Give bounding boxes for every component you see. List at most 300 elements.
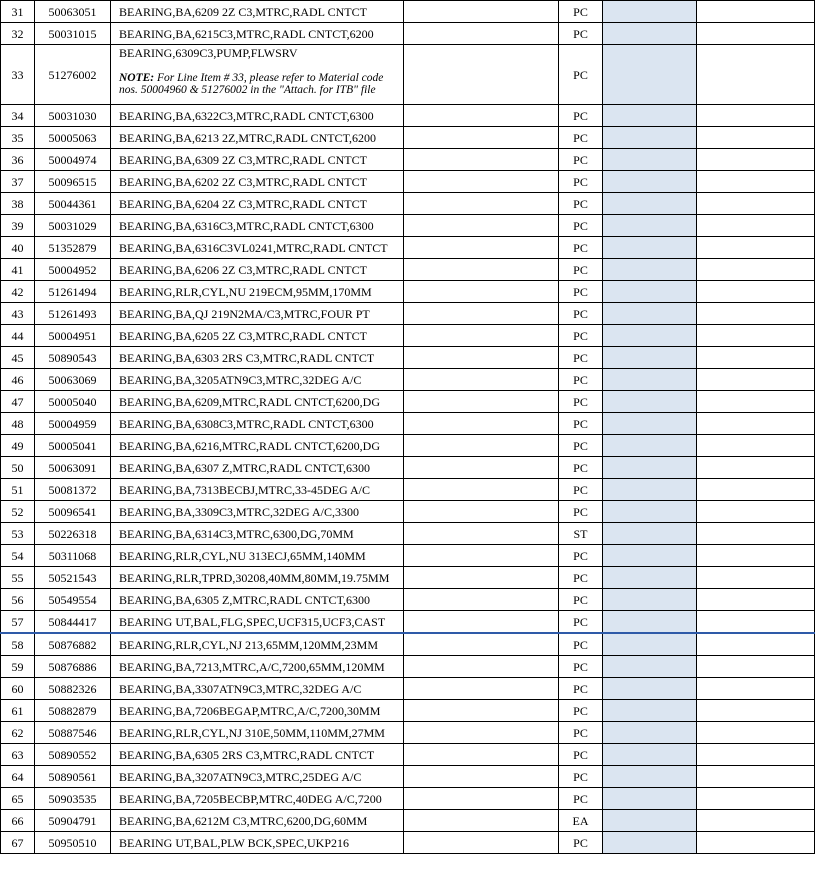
item-number-cell: 45 (1, 347, 35, 369)
item-number-cell: 48 (1, 413, 35, 435)
material-code-cell: 50890543 (35, 347, 111, 369)
unit-of-measure-cell: PC (559, 171, 603, 193)
remarks-cell[interactable] (404, 788, 559, 810)
material-code-cell: 51261494 (35, 281, 111, 303)
total-price-cell[interactable] (697, 545, 815, 567)
material-code-cell: 51352879 (35, 237, 111, 259)
unit-price-input-cell[interactable] (603, 545, 697, 567)
total-price-cell[interactable] (697, 391, 815, 413)
unit-of-measure-cell: ST (559, 523, 603, 545)
description-cell (111, 215, 404, 237)
description-text: BEARING,BA,QJ 219N2MA/C3,MTRC,FOUR PT (119, 306, 370, 321)
description-cell (111, 237, 404, 259)
item-number-cell: 38 (1, 193, 35, 215)
remarks-cell[interactable] (404, 545, 559, 567)
unit-price-input-cell[interactable] (603, 193, 697, 215)
unit-of-measure-cell: PC (559, 678, 603, 700)
description-cell (111, 545, 404, 567)
remarks-cell[interactable] (404, 567, 559, 589)
unit-price-input-cell[interactable] (603, 567, 697, 589)
description-cell (111, 303, 404, 325)
description-cell (111, 193, 404, 215)
item-number-cell: 61 (1, 700, 35, 722)
item-number-cell: 40 (1, 237, 35, 259)
material-code-cell: 50005040 (35, 391, 111, 413)
total-price-cell[interactable] (697, 281, 815, 303)
table-row (1, 479, 815, 501)
description-text: BEARING UT,BAL,FLG,SPEC,UCF315,UCF3,CAST (119, 614, 386, 629)
table-row (1, 633, 815, 656)
remarks-cell[interactable] (404, 457, 559, 479)
description-text: BEARING,BA,6307 Z,MTRC,RADL CNTCT,6300 (119, 460, 371, 475)
item-number-cell: 53 (1, 523, 35, 545)
unit-of-measure-cell: PC (559, 215, 603, 237)
item-number-cell: 56 (1, 589, 35, 611)
remarks-cell[interactable] (404, 193, 559, 215)
description-cell (111, 127, 404, 149)
description-text: BEARING,RLR,TPRD,30208,40MM,80MM,19.75MM (119, 570, 390, 585)
description-cell (111, 523, 404, 545)
description-text: BEARING,BA,6316C3VL0241,MTRC,RADL CNTCT (119, 240, 388, 255)
description-cell (111, 281, 404, 303)
item-number-cell: 58 (1, 633, 35, 656)
remarks-cell[interactable] (404, 611, 559, 634)
description-text: BEARING,BA,6202 2Z C3,MTRC,RADL CNTCT (119, 174, 367, 189)
item-number-cell: 50 (1, 457, 35, 479)
material-code-cell: 50005063 (35, 127, 111, 149)
total-price-cell[interactable] (697, 744, 815, 766)
table-row (1, 281, 815, 303)
description-text: BEARING,BA,3309C3,MTRC,32DEG A/C,3300 (119, 504, 360, 519)
total-price-cell[interactable] (697, 23, 815, 45)
total-price-cell[interactable] (697, 303, 815, 325)
remarks-cell[interactable] (404, 215, 559, 237)
unit-price-input-cell[interactable] (603, 171, 697, 193)
description-cell (111, 149, 404, 171)
total-price-cell[interactable] (697, 45, 815, 105)
material-code-cell: 51261493 (35, 303, 111, 325)
table-row (1, 700, 815, 722)
table-row (1, 788, 815, 810)
unit-of-measure-cell: PC (559, 303, 603, 325)
unit-price-input-cell[interactable] (603, 105, 697, 127)
unit-price-input-cell[interactable] (603, 23, 697, 45)
unit-of-measure-cell: PC (559, 193, 603, 215)
total-price-cell[interactable] (697, 215, 815, 237)
material-code-cell: 50226318 (35, 523, 111, 545)
material-code-cell: 50950510 (35, 832, 111, 854)
line-item-note (119, 72, 399, 96)
unit-price-input-cell[interactable] (603, 1, 697, 23)
total-price-cell[interactable] (697, 259, 815, 281)
table-row (1, 457, 815, 479)
table-row (1, 832, 815, 854)
material-code-cell: 50096515 (35, 171, 111, 193)
unit-price-input-cell[interactable] (603, 413, 697, 435)
total-price-cell[interactable] (697, 678, 815, 700)
unit-price-input-cell[interactable] (603, 391, 697, 413)
total-price-cell[interactable] (697, 413, 815, 435)
item-number-cell: 52 (1, 501, 35, 523)
description-text: BEARING,RLR,CYL,NU 219ECM,95MM,170MM (119, 284, 372, 299)
total-price-cell[interactable] (697, 105, 815, 127)
item-number-cell: 46 (1, 369, 35, 391)
total-price-cell[interactable] (697, 700, 815, 722)
unit-of-measure-cell: PC (559, 23, 603, 45)
unit-of-measure-cell: PC (559, 457, 603, 479)
item-number-cell: 60 (1, 678, 35, 700)
unit-of-measure-cell: PC (559, 766, 603, 788)
unit-price-input-cell[interactable] (603, 678, 697, 700)
note-text: For Line Item # 33, please refer to Material code nos. 50004960 & 51276002 in the "Attach. for ITB" file (119, 72, 384, 96)
description-text: BEARING,BA,3307ATN9C3,MTRC,32DEG A/C (119, 681, 362, 696)
unit-price-input-cell[interactable] (603, 457, 697, 479)
material-code-cell: 50549554 (35, 589, 111, 611)
description-text: BEARING,BA,6205 2Z C3,MTRC,RADL CNTCT (119, 328, 367, 343)
table-row (1, 23, 815, 45)
table-row (1, 149, 815, 171)
description-text: BEARING,BA,3207ATN9C3,MTRC,25DEG A/C (119, 769, 362, 784)
material-code-cell: 50882879 (35, 700, 111, 722)
description-text: BEARING,BA,7213,MTRC,A/C,7200,65MM,120MM (119, 659, 385, 674)
total-price-cell[interactable] (697, 457, 815, 479)
description-cell (111, 1, 404, 23)
description-cell (111, 391, 404, 413)
total-price-cell[interactable] (697, 589, 815, 611)
remarks-cell[interactable] (404, 435, 559, 457)
unit-price-input-cell[interactable] (603, 281, 697, 303)
description-cell (111, 413, 404, 435)
unit-of-measure-cell: PC (559, 479, 603, 501)
table-row (1, 303, 815, 325)
unit-of-measure-cell: PC (559, 633, 603, 656)
description-cell (111, 678, 404, 700)
unit-of-measure-cell: PC (559, 237, 603, 259)
item-number-cell: 54 (1, 545, 35, 567)
unit-price-input-cell[interactable] (603, 45, 697, 105)
table-row (1, 237, 815, 259)
unit-price-input-cell[interactable] (603, 700, 697, 722)
unit-of-measure-cell: PC (559, 259, 603, 281)
description-cell (111, 722, 404, 744)
total-price-cell[interactable] (697, 193, 815, 215)
table-row (1, 45, 815, 105)
unit-price-input-cell[interactable] (603, 633, 697, 656)
table-row (1, 501, 815, 523)
unit-of-measure-cell: PC (559, 788, 603, 810)
remarks-cell[interactable] (404, 832, 559, 854)
remarks-cell[interactable] (404, 127, 559, 149)
unit-of-measure-cell: PC (559, 369, 603, 391)
unit-price-input-cell[interactable] (603, 237, 697, 259)
unit-price-input-cell[interactable] (603, 656, 697, 678)
remarks-cell[interactable] (404, 105, 559, 127)
unit-price-input-cell[interactable] (603, 788, 697, 810)
total-price-cell[interactable] (697, 501, 815, 523)
unit-of-measure-cell: PC (559, 149, 603, 171)
material-code-cell: 50096541 (35, 501, 111, 523)
description-cell (111, 810, 404, 832)
table-row (1, 810, 815, 832)
description-text: BEARING,BA,7205BECBP,MTRC,40DEG A/C,7200 (119, 791, 382, 806)
material-code-cell: 50063091 (35, 457, 111, 479)
unit-of-measure-cell: PC (559, 501, 603, 523)
unit-of-measure-cell: PC (559, 281, 603, 303)
table-row (1, 656, 815, 678)
table-row (1, 127, 815, 149)
table-row (1, 369, 815, 391)
description-cell (111, 479, 404, 501)
unit-price-input-cell[interactable] (603, 127, 697, 149)
table-row (1, 435, 815, 457)
remarks-cell[interactable] (404, 1, 559, 23)
unit-of-measure-cell: EA (559, 810, 603, 832)
description-text: BEARING,BA,6206 2Z C3,MTRC,RADL CNTCT (119, 262, 367, 277)
material-code-cell: 50311068 (35, 545, 111, 567)
unit-of-measure-cell: PC (559, 127, 603, 149)
total-price-cell[interactable] (697, 810, 815, 832)
table-row (1, 766, 815, 788)
unit-price-input-cell[interactable] (603, 611, 697, 634)
description-text: BEARING,BA,6316C3,MTRC,RADL CNTCT,6300 (119, 218, 374, 233)
total-price-cell[interactable] (697, 127, 815, 149)
material-code-cell: 50005041 (35, 435, 111, 457)
description-text: BEARING,BA,6204 2Z C3,MTRC,RADL CNTCT (119, 196, 367, 211)
total-price-cell[interactable] (697, 325, 815, 347)
items-table-body (1, 1, 815, 854)
remarks-cell[interactable] (404, 722, 559, 744)
total-price-cell[interactable] (697, 479, 815, 501)
table-row (1, 523, 815, 545)
item-number-cell: 44 (1, 325, 35, 347)
item-number-cell: 37 (1, 171, 35, 193)
table-row (1, 325, 815, 347)
remarks-cell[interactable] (404, 391, 559, 413)
unit-of-measure-cell: PC (559, 105, 603, 127)
description-text: BEARING,RLR,CYL,NJ 310E,50MM,110MM,27MM (119, 725, 385, 740)
table-row (1, 259, 815, 281)
unit-of-measure-cell: PC (559, 656, 603, 678)
item-number-cell: 57 (1, 611, 35, 634)
remarks-cell[interactable] (404, 479, 559, 501)
total-price-cell[interactable] (697, 788, 815, 810)
description-cell (111, 105, 404, 127)
unit-price-input-cell[interactable] (603, 501, 697, 523)
unit-of-measure-cell: PC (559, 413, 603, 435)
description-text: BEARING,BA,6209 2Z C3,MTRC,RADL CNTCT (119, 4, 367, 19)
total-price-cell[interactable] (697, 435, 815, 457)
total-price-cell[interactable] (697, 633, 815, 656)
description-text: BEARING,BA,3205ATN9C3,MTRC,32DEG A/C (119, 372, 362, 387)
description-cell (111, 766, 404, 788)
item-number-cell: 43 (1, 303, 35, 325)
description-text: BEARING UT,BAL,PLW BCK,SPEC,UKP216 (119, 835, 350, 850)
remarks-cell[interactable] (404, 678, 559, 700)
remarks-cell[interactable] (404, 523, 559, 545)
description-text: BEARING,BA,6305 Z,MTRC,RADL CNTCT,6300 (119, 592, 371, 607)
item-number-cell: 31 (1, 1, 35, 23)
table-row (1, 391, 815, 413)
item-number-cell: 64 (1, 766, 35, 788)
unit-price-input-cell[interactable] (603, 766, 697, 788)
material-code-cell: 50876886 (35, 656, 111, 678)
item-number-cell: 34 (1, 105, 35, 127)
description-cell (111, 589, 404, 611)
table-row (1, 589, 815, 611)
table-row (1, 567, 815, 589)
description-text: BEARING,BA,6322C3,MTRC,RADL CNTCT,6300 (119, 108, 374, 123)
material-code-cell: 50876882 (35, 633, 111, 656)
unit-price-input-cell[interactable] (603, 435, 697, 457)
unit-of-measure-cell: PC (559, 567, 603, 589)
material-code-cell: 51276002 (35, 45, 111, 105)
description-text: BEARING,BA,7313BECBJ,MTRC,33-45DEG A/C (119, 482, 371, 497)
description-text: BEARING,RLR,CYL,NJ 213,65MM,120MM,23MM (119, 637, 379, 652)
description-cell (111, 633, 404, 656)
remarks-cell[interactable] (404, 413, 559, 435)
total-price-cell[interactable] (697, 832, 815, 854)
remarks-cell[interactable] (404, 23, 559, 45)
description-cell (111, 457, 404, 479)
description-text: BEARING,BA,6308C3,MTRC,RADL CNTCT,6300 (119, 416, 374, 431)
total-price-cell[interactable] (697, 766, 815, 788)
remarks-cell[interactable] (404, 589, 559, 611)
description-text: BEARING,BA,6314C3,MTRC,6300,DG,70MM (119, 526, 354, 541)
item-number-cell: 39 (1, 215, 35, 237)
unit-price-input-cell[interactable] (603, 810, 697, 832)
material-code-cell: 50844417 (35, 611, 111, 634)
remarks-cell[interactable] (404, 633, 559, 656)
unit-price-input-cell[interactable] (603, 369, 697, 391)
remarks-cell[interactable] (404, 303, 559, 325)
item-number-cell: 59 (1, 656, 35, 678)
remarks-cell[interactable] (404, 369, 559, 391)
item-number-cell: 33 (1, 45, 35, 105)
total-price-cell[interactable] (697, 237, 815, 259)
unit-of-measure-cell: PC (559, 589, 603, 611)
table-row (1, 1, 815, 23)
total-price-cell[interactable] (697, 149, 815, 171)
description-cell (111, 259, 404, 281)
description-text: BEARING,BA,6305 2RS C3,MTRC,RADL CNTCT (119, 747, 375, 762)
total-price-cell[interactable] (697, 611, 815, 634)
total-price-cell[interactable] (697, 656, 815, 678)
material-code-cell: 50887546 (35, 722, 111, 744)
remarks-cell[interactable] (404, 237, 559, 259)
material-code-cell: 50004974 (35, 149, 111, 171)
total-price-cell[interactable] (697, 171, 815, 193)
description-cell (111, 611, 404, 634)
remarks-cell[interactable] (404, 766, 559, 788)
unit-price-input-cell[interactable] (603, 149, 697, 171)
material-code-cell: 50063069 (35, 369, 111, 391)
description-cell (111, 700, 404, 722)
table-row (1, 193, 815, 215)
description-text: BEARING,6309C3,PUMP,FLWSRV (119, 46, 298, 60)
unit-price-input-cell[interactable] (603, 722, 697, 744)
unit-price-input-cell[interactable] (603, 259, 697, 281)
material-code-cell: 50004951 (35, 325, 111, 347)
remarks-cell[interactable] (404, 810, 559, 832)
description-text: BEARING,RLR,CYL,NU 313ECJ,65MM,140MM (119, 548, 366, 563)
remarks-cell[interactable] (404, 259, 559, 281)
table-row (1, 171, 815, 193)
unit-of-measure-cell: PC (559, 1, 603, 23)
description-cell (111, 788, 404, 810)
description-text: BEARING,BA,6216,MTRC,RADL CNTCT,6200,DG (119, 438, 381, 453)
description-text: BEARING,BA,6209,MTRC,RADL CNTCT,6200,DG (119, 394, 381, 409)
unit-price-input-cell[interactable] (603, 479, 697, 501)
total-price-cell[interactable] (697, 369, 815, 391)
total-price-cell[interactable] (697, 722, 815, 744)
table-row (1, 105, 815, 127)
total-price-cell[interactable] (697, 347, 815, 369)
table-row (1, 413, 815, 435)
unit-price-input-cell[interactable] (603, 325, 697, 347)
unit-price-input-cell[interactable] (603, 832, 697, 854)
item-number-cell: 42 (1, 281, 35, 303)
remarks-cell[interactable] (404, 744, 559, 766)
note-label: NOTE: (119, 72, 155, 84)
table-row (1, 678, 815, 700)
remarks-cell[interactable] (404, 347, 559, 369)
unit-price-input-cell[interactable] (603, 744, 697, 766)
material-code-cell: 50004952 (35, 259, 111, 281)
item-number-cell: 62 (1, 722, 35, 744)
unit-of-measure-cell: PC (559, 545, 603, 567)
total-price-cell[interactable] (697, 1, 815, 23)
description-cell (111, 435, 404, 457)
item-number-cell: 63 (1, 744, 35, 766)
remarks-cell[interactable] (404, 171, 559, 193)
material-code-cell: 50004959 (35, 413, 111, 435)
unit-price-input-cell[interactable] (603, 347, 697, 369)
unit-of-measure-cell: PC (559, 347, 603, 369)
remarks-cell[interactable] (404, 281, 559, 303)
remarks-cell[interactable] (404, 501, 559, 523)
unit-price-input-cell[interactable] (603, 589, 697, 611)
material-code-cell: 50031030 (35, 105, 111, 127)
description-text: BEARING,BA,6309 2Z C3,MTRC,RADL CNTCT (119, 152, 367, 167)
description-text: BEARING,BA,6303 2RS C3,MTRC,RADL CNTCT (119, 350, 375, 365)
remarks-cell[interactable] (404, 656, 559, 678)
unit-price-input-cell[interactable] (603, 215, 697, 237)
unit-of-measure-cell: PC (559, 611, 603, 634)
unit-of-measure-cell: PC (559, 325, 603, 347)
unit-price-input-cell[interactable] (603, 303, 697, 325)
total-price-cell[interactable] (697, 523, 815, 545)
remarks-cell[interactable] (404, 45, 559, 105)
description-cell (111, 347, 404, 369)
unit-price-input-cell[interactable] (603, 523, 697, 545)
remarks-cell[interactable] (404, 700, 559, 722)
description-cell (111, 567, 404, 589)
unit-of-measure-cell: PC (559, 435, 603, 457)
material-code-cell: 50081372 (35, 479, 111, 501)
material-code-cell: 50063051 (35, 1, 111, 23)
description-cell (111, 325, 404, 347)
description-cell (111, 369, 404, 391)
description-cell (111, 832, 404, 854)
item-number-cell: 47 (1, 391, 35, 413)
remarks-cell[interactable] (404, 325, 559, 347)
item-number-cell: 32 (1, 23, 35, 45)
total-price-cell[interactable] (697, 567, 815, 589)
description-text: BEARING,BA,6213 2Z,MTRC,RADL CNTCT,6200 (119, 130, 377, 145)
remarks-cell[interactable] (404, 149, 559, 171)
material-code-cell: 50031029 (35, 215, 111, 237)
material-code-cell: 50890561 (35, 766, 111, 788)
